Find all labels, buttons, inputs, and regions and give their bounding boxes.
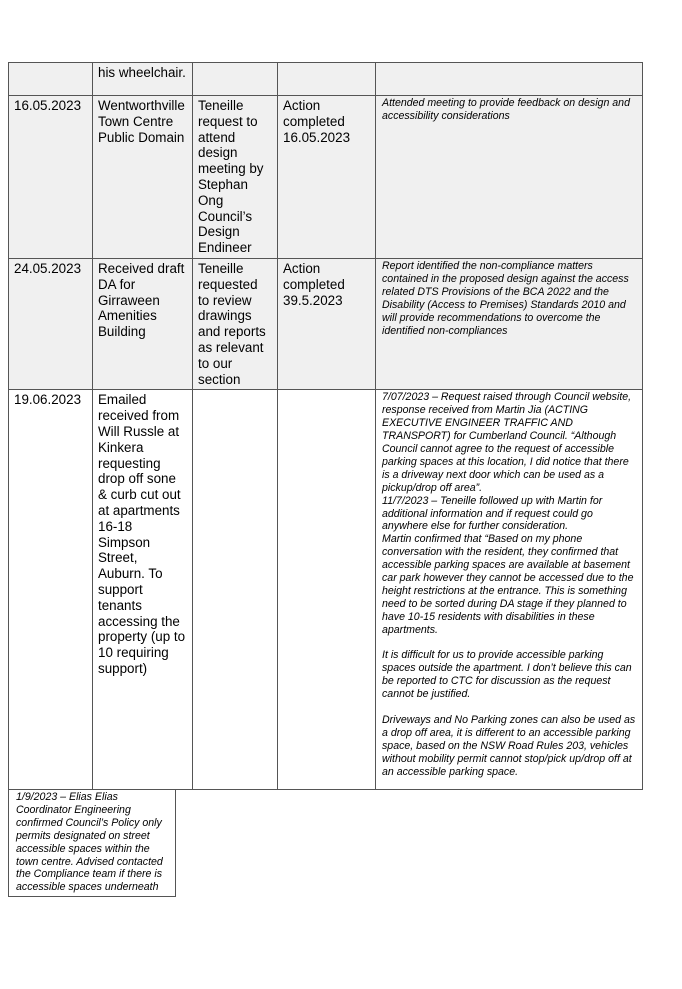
notes-cell [376,63,643,96]
who-cell: Teneille request to attend design meeting by Stephan Ong Council’s Design Endineer [193,96,278,259]
note-paragraph: Martin confirmed that “Based on my phone conversation with the resident, they confirmed that accessible parking spaces are available at basement car park however they cannot be accessed due to the height restrictions at the entrance. This is something need to be sorted during DA stage if they planned to have 10-15 residents with disabilities in these apartments. [382,533,634,636]
note-paragraph: Attended meeting to provide feedback on design and accessibility considerations [382,97,630,122]
notes-cell [376,96,643,259]
item-cell: Wentworthville Town Centre Public Domain [93,96,193,259]
action-cell [278,63,376,96]
notes-cell [376,390,643,790]
note-paragraph: 11/7/2023 – Teneille followed up with Martin for additional information and if request could go anywhere else for further consideration. [382,494,603,533]
action-cell: Action completed 39.5.2023 [278,258,376,389]
action-cell [278,390,376,790]
table-row [9,63,643,96]
who-cell [193,390,278,790]
note-paragraph: It is difficult for us to provide accessible parking spaces outside the apartment. I don’t believe this can be reported to CTC for discussion as the request cannot be justified. [382,649,632,701]
who-cell [193,63,278,96]
table-row [9,258,643,389]
item-cell: Received draft DA for Girraween Amenities Building [93,258,193,389]
date-cell: 19.06.2023 [9,390,93,790]
date-cell [9,63,93,96]
date-cell: 24.05.2023 [9,258,93,389]
who-cell: Teneille requested to review drawings and reports as relevant to our section [193,258,278,389]
note-paragraph: 7/07/2023 – Request raised through Council website, response received from Martin Jia (ACTING EXECUTIVE ENGINEER TRAFFIC AND TRANSPORT) for Cumberland Council. “Although Council cannot agree to the request of accessible parking spaces at this location, I did notice that there is a driveway next door which can be used as a pickup/drop off area”. [382,391,632,494]
note-paragraph: Report identified the non-compliance matters contained in the proposed design against the access related DTS Provisions of the BCA 2022 and the Disability (Access to Premises) Standards 2010 and will provide recommendations to overcome the identified non-compliances [382,259,629,337]
item-cell: Emailed received from Will Russle at Kinkera requesting drop off sone & curb cut out at apartments 16-18 Simpson Street, Auburn. To support tenants accessing the property (up to 10 requiring support) [93,390,193,790]
activity-log-table [8,62,643,790]
note-paragraph: Driveways and No Parking zones can also be used as a drop off area, it is different to an accessible parking space, based on the NSW Road Rules 203, vehicles without mobility permit cannot stop/pick up/drop off at an accessible parking space. [382,713,636,778]
date-cell: 16.05.2023 [9,96,93,259]
item-cell: his wheelchair. [93,63,193,96]
table-row [9,96,643,259]
side-note-box: 1/9/2023 – Elias Elias Coordinator Engineering confirmed Council’s Policy only permits designated on street accessible spaces within the town centre. Advised contacted the Compliance team if there is accessible spaces underneath [8,789,176,897]
action-cell: Action completed 16.05.2023 [278,96,376,259]
table-row [9,390,643,790]
notes-cell [376,258,643,389]
